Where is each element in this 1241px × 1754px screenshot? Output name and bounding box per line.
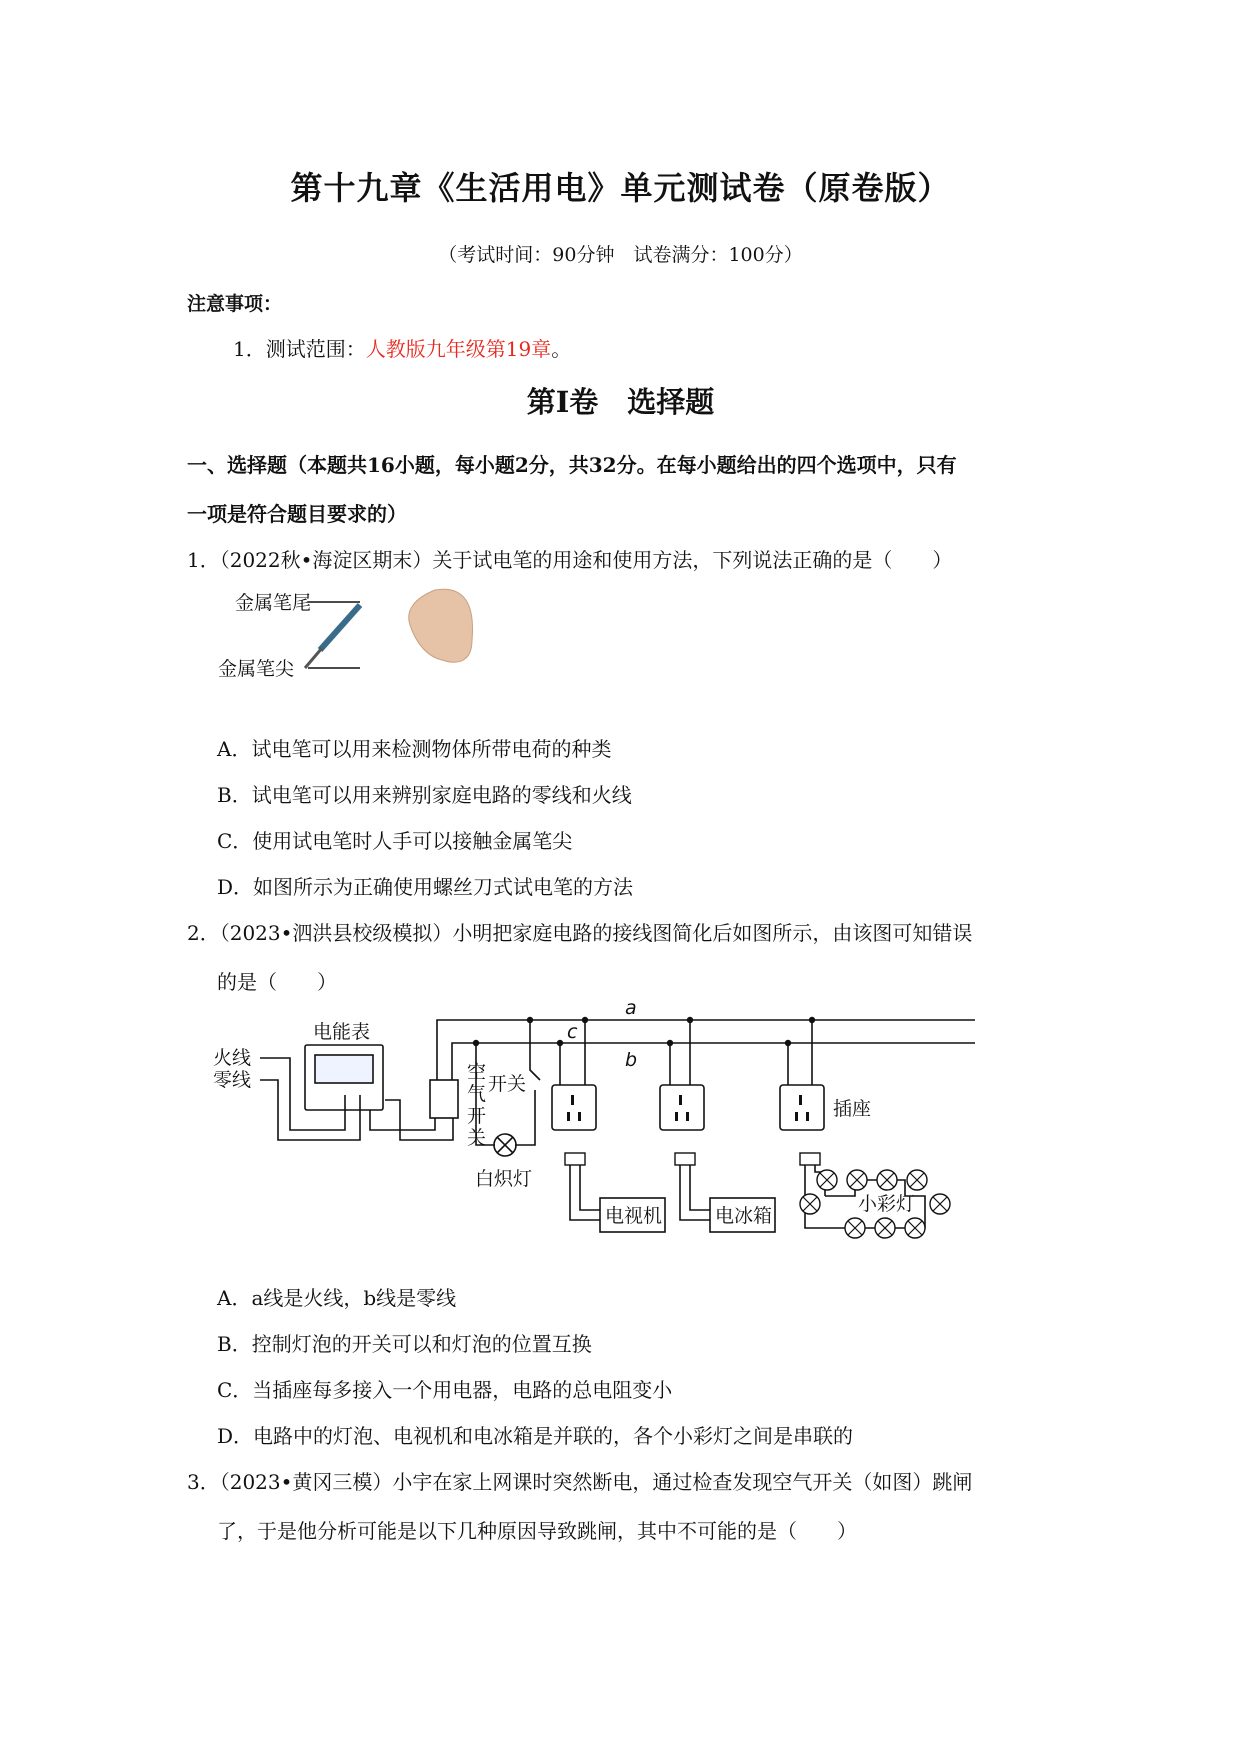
meter-to-breaker-1 [370,1110,435,1130]
label-breaker-4: 关 [467,1127,487,1149]
q2-option-c: C．当插座每多接入一个用电器，电路的总电阻变小 [217,1378,673,1402]
label-bulb: 白炽灯 [475,1168,533,1190]
socket-2-leads [670,1020,690,1085]
bulb-cross [497,1137,513,1153]
question-2-stem-cont: 的是（ ） [217,970,337,994]
question-1-stem: 1．（2022秋•海淀区期末）关于试电笔的用途和使用方法，下列说法正确的是（ ） [187,548,953,572]
q1-option-a: A．试电笔可以用来检测物体所带电荷的种类 [217,737,612,761]
notice-heading: 注意事项： [187,293,283,315]
label-breaker-1: 空 [467,1061,487,1083]
fridge-cord [680,1165,710,1220]
label-tv: 电视机 [605,1205,663,1227]
socket-3-leads [788,1020,812,1085]
q1-option-d: D．如图所示为正确使用螺丝刀式试电笔的方法 [217,875,634,899]
air-switch-box [430,1080,458,1118]
socket-1 [552,1085,596,1130]
socket-2 [660,1085,704,1130]
label-live-wire: 火线 [213,1047,252,1069]
pen-body [320,605,360,650]
question-2-stem: 2．（2023•泗洪县校级模拟）小明把家庭电路的接线图简化后如图所示，由该图可知错误 [187,921,973,945]
q2-option-d: D．电路中的灯泡、电视机和电冰箱是并联的，各个小彩灯之间是串联的 [217,1424,854,1448]
lamp-live-branch [515,1090,535,1145]
hand-shape [409,589,473,662]
label-energy-meter: 电能表 [313,1021,371,1043]
test-pen-figure [210,580,480,700]
meter-to-breaker-2 [385,1100,453,1140]
meter-display [315,1055,373,1083]
circuit-diagram [205,1000,975,1250]
section-title: 第Ⅰ卷 选择题 [526,385,715,419]
label-neutral-wire: 零线 [213,1069,252,1091]
label-c: c [567,1021,578,1043]
label-fridge: 电冰箱 [715,1205,773,1227]
q2-option-b: B．控制灯泡的开关可以和灯泡的位置互换 [217,1332,592,1356]
switch-branch [530,1020,540,1080]
label-breaker-2: 气 [467,1083,487,1105]
part-heading-line1: 一、选择题（本题共16小题，每小题2分，共32分。在每小题给出的四个选项中，只有 [187,453,957,477]
tv-cord [570,1165,600,1220]
scope-suffix: 。 [551,337,572,361]
part-heading-line2: 一项是符合题目要求的） [187,502,407,526]
label-socket: 插座 [833,1098,872,1120]
q1-option-c: C．使用试电笔时人手可以接触金属笔尖 [217,829,573,853]
scope-prefix: 1．测试范围： [233,337,366,361]
label-b: b [625,1049,638,1071]
label-metal-tip: 金属笔尖 [218,658,295,680]
label-small-lights: 小彩灯 [858,1193,916,1215]
q1-option-b: B．试电笔可以用来辨别家庭电路的零线和火线 [217,783,632,807]
label-breaker-3: 开 [467,1105,487,1127]
label-a: a [625,1000,637,1019]
exam-info: （考试时间：90分钟 试卷满分：100分） [438,244,803,266]
socket-3 [780,1085,824,1130]
question-3-stem-cont: 了，于是他分析可能是以下几种原因导致跳闸，其中不可能的是（ ） [217,1519,857,1543]
scope-item [233,333,571,362]
q2-option-a: A．a线是火线，b线是零线 [217,1286,457,1310]
pen-tip [305,648,322,668]
label-switch: 开关 [488,1073,527,1095]
label-metal-tail: 金属笔尾 [235,592,312,614]
scope-highlight: 人教版九年级第19章 [365,337,552,361]
question-3-stem: 3．（2023•黄冈三模）小宇在家上网课时突然断电，通过检查发现空气开关（如图）跳闸 [187,1470,973,1494]
page-title: 第十九章《生活用电》单元测试卷（原卷版） [290,169,951,207]
